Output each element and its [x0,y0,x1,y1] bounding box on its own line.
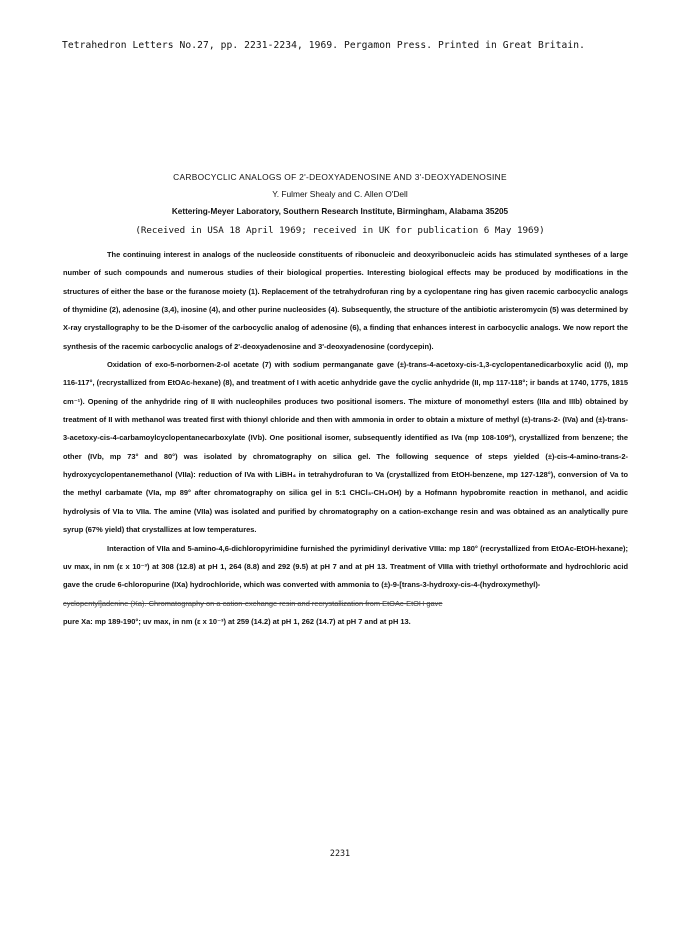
author-affiliation: Kettering-Meyer Laboratory, Southern Research Institute, Birmingham, Alabama 35205 [171,207,509,216]
article-title: CARBOCYCLIC ANALOGS OF 2'-DEOXYADENOSINE AND 3'-DEOXYADENOSINE [173,172,507,182]
page-number: 2231 [329,848,351,858]
paragraph-oxidation: Oxidation of exo-5-norbornen-2-ol acetate (7) with sodium permanganate gave (±)-trans-4-acetoxy-cis-1,3-cyclopentanedicarboxylic acid (I), mp 116-117°, (recrystallized from EtOAc-hexane) (8), and treatment of I with acetic anhydride gave the cyclic anhydride (II, mp 117-118°; ir bands at 1740, 1775, 1815 cm⁻¹). Opening of the anhydride ring of II with nucleophiles produces two positional isomers. The mixture of monomethyl esters (IIIa and IIIb) obtained by treatment of II with methanol was treated first with thionyl chloride and then with ammonia in order to obtain a mixture of methyl (±)-trans-2- (IVa) and (±)-trans-3-acetoxy-cis-4-carbamoylcyclopentanecarboxylate (IVb). One positional isomer, subsequently identified as IVa (mp 108-109°), crystallized from benzene; the other (IVb, mp 73° and 80°) was isolated by chromatography on silica gel. The following sequence of steps yielded (±)-cis-4-amino-trans-2-hydroxycyclopentanemethanol (VIIa): reduction of IVa with LiBH₄ in tetrahydrofuran to Va (crystallized from EtOH-benzene, mp 127-128°), conversion of Va to the methyl carbamate (VIa, mp 89° after chromatography on silica gel in 5:1 CHCl₃-CH₃OH) by a Hofmann hypobromite reaction in methanol, and acidic hydrolysis of VIa to VIIa. The amine (VIIa) was isolated and purified by chromatography on a cation-exchange resin and was obtained as an analytically pure syrup (67% yield) that crystallizes at low temperatures. [63,360,628,535]
article-body [63,246,628,631]
paragraph-interaction: Interaction of VIIa and 5-amino-4,6-dichloropyrimidine furnished the pyrimidinyl derivative VIIIa: mp 180° (recrystallized from EtOAc-EtOH-hexane); uv max, in nm (ε x 10⁻³) at 308 (12.8) at pH 1, 264 (8.8) and 292 (9.5) at pH 7 and at pH 13. Treatment of VIIIa with triethyl orthoformate and hydrochloric acid gave the crude 6-chloropurine (IXa) hydrochloride, which was converted with ammonia to (±)-9-[trans-3-hydroxy-cis-4-(hydroxymethyl)- [63,543,628,590]
running-header: Tetrahedron Letters No.27, pp. 2231-2234, 1969. Pergamon Press. Printed in Great Britain. [62,40,585,51]
article-authors: Y. Fulmer Shealy and C. Allen O'Dell [272,189,408,199]
struck-through-line: cyclopentyl]adenine (Xa). Chromatography on a cation-exchange resin and recrystallization from EtOAc-EtOH gave [63,598,443,608]
final-line: pure Xa: mp 189-190°; uv max, in nm (ε x 10⁻³) at 259 (14.2) at pH 1, 262 (14.7) at pH 7 and at pH 13. [63,616,411,626]
received-dates: (Received in USA 18 April 1969; received in UK for publication 6 May 1969) [135,225,545,236]
paragraph-introduction: The continuing interest in analogs of the nucleoside constituents of ribonucleic and deoxyribonucleic acids has stimulated syntheses of a large number of such compounds and numerous studies of their biological properties. Interesting biological effects may be produced by modifications in the structures of either the base or the furanose moiety (1). Replacement of the tetrahydrofuran ring by a cyclopentane ring has given racemic carbocyclic analogs of thymidine (2), adenosine (3,4), inosine (4), and other purine nucleosides (4). Subsequently, the structure of the antibiotic aristeromycin (5) was determined by X-ray crystallography to be the D-isomer of the carbocyclic analog of adenosine (6), a finding that enhances interest in carbocyclic analogs. We now report the synthesis of the racemic carbocyclic analogs of 2'-deoxyadenosine and 3'-deoxyadenosine (cordycepin). [63,250,628,351]
